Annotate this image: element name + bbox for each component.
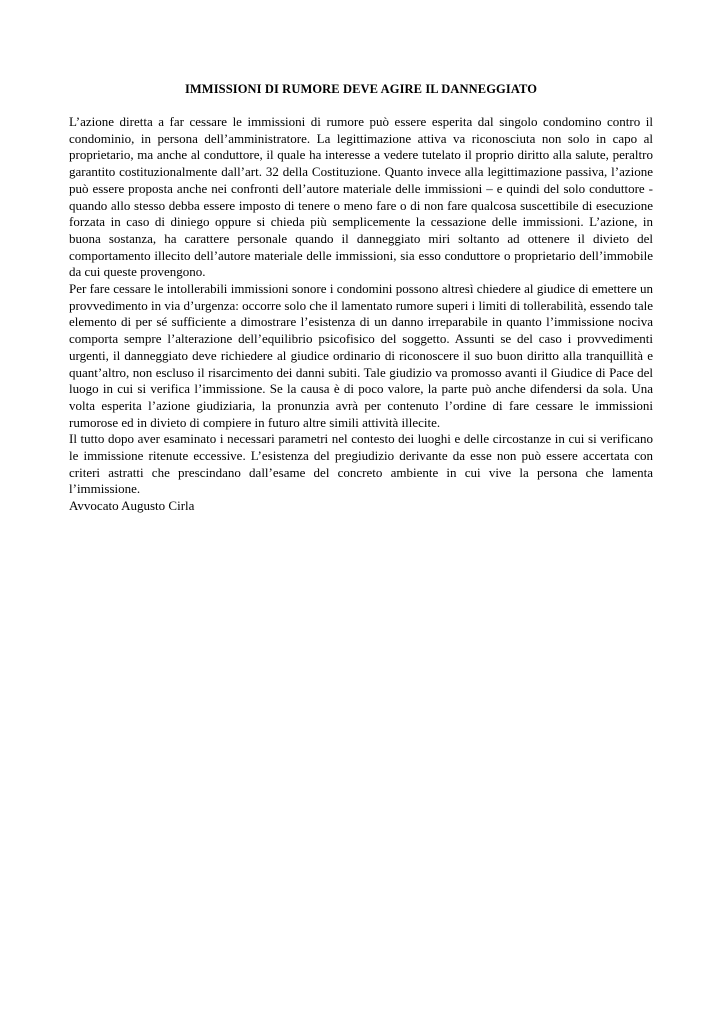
paragraph-1: L’azione diretta a far cessare le immissioni di rumore può essere esperita dal singolo condomino contro il condominio, in persona dell’amministratore. La legittimazione attiva va riconosciuta non solo in capo al proprietario, ma anche al conduttore, il quale ha interesse a vedere tutelato il proprio diritto alla salute, peraltro garantito costituzionalmente dall’art. 32 della Costituzione. Quanto invece alla legittimazione passiva, l’azione può essere proposta anche nei confronti dell’autore materiale delle immissioni – e quindi del solo conduttore - quando allo stesso debba essere imposto di tenere o meno fare o di non fare qualcosa suscettibile di esecuzione forzata in caso di diniego oppure si chieda più semplicemente la cessazione delle immissioni. L’azione, in buona sostanza, ha carattere personale quando il danneggiato miri soltanto ad ottenere il divieto del comportamento illecito dell’autore materiale delle immissioni, sia esso conduttore o proprietario dell’immobile da cui queste provengono. xyxy=(69,114,653,280)
document-page xyxy=(69,80,653,515)
document-title: IMMISSIONI DI RUMORE DEVE AGIRE IL DANNEGGIATO xyxy=(184,82,538,96)
paragraph-3: Il tutto dopo aver esaminato i necessari parametri nel contesto dei luoghi e delle circostanze in cui si verificano le immissione ritenute eccessive. L’esistenza del pregiudizio derivante da esse non può essere accertata con criteri astratti che prescindano dall’esame del concreto ambiente in cui vive la persona che lamenta l’immissione. xyxy=(69,431,653,497)
signature: Avvocato Augusto Cirla xyxy=(69,498,195,514)
paragraph-2: Per fare cessare le intollerabili immissioni sonore i condomini possono altresì chiedere al giudice di emettere un provvedimento in via d’urgenza: occorre solo che il lamentato rumore superi i limiti di tollerabilità, essendo tale elemento di per sé sufficiente a dimostrare l’esistenza di un danno irreparabile in quanto l’immissione nociva comporta sempre l’alterazione dell’equilibrio psicofisico del soggetto. Assunti se del caso i provvedimenti urgenti, il danneggiato deve richiedere al giudice ordinario di riconoscere il suo buon diritto alla tranquillità e quant’altro, non escluso il risarcimento dei danni subiti. Tale giudizio va promosso avanti il Giudice di Pace del luogo in cui si verifica l’immissione. Se la causa è di poco valore, la parte può anche difendersi da sola. Una volta esperita l’azione giudiziaria, la pronunzia avrà per contenuto l’ordine di fare cessare le immissioni rumorose ed in divieto di compiere in futuro altre simili attività illecite. xyxy=(69,281,653,430)
